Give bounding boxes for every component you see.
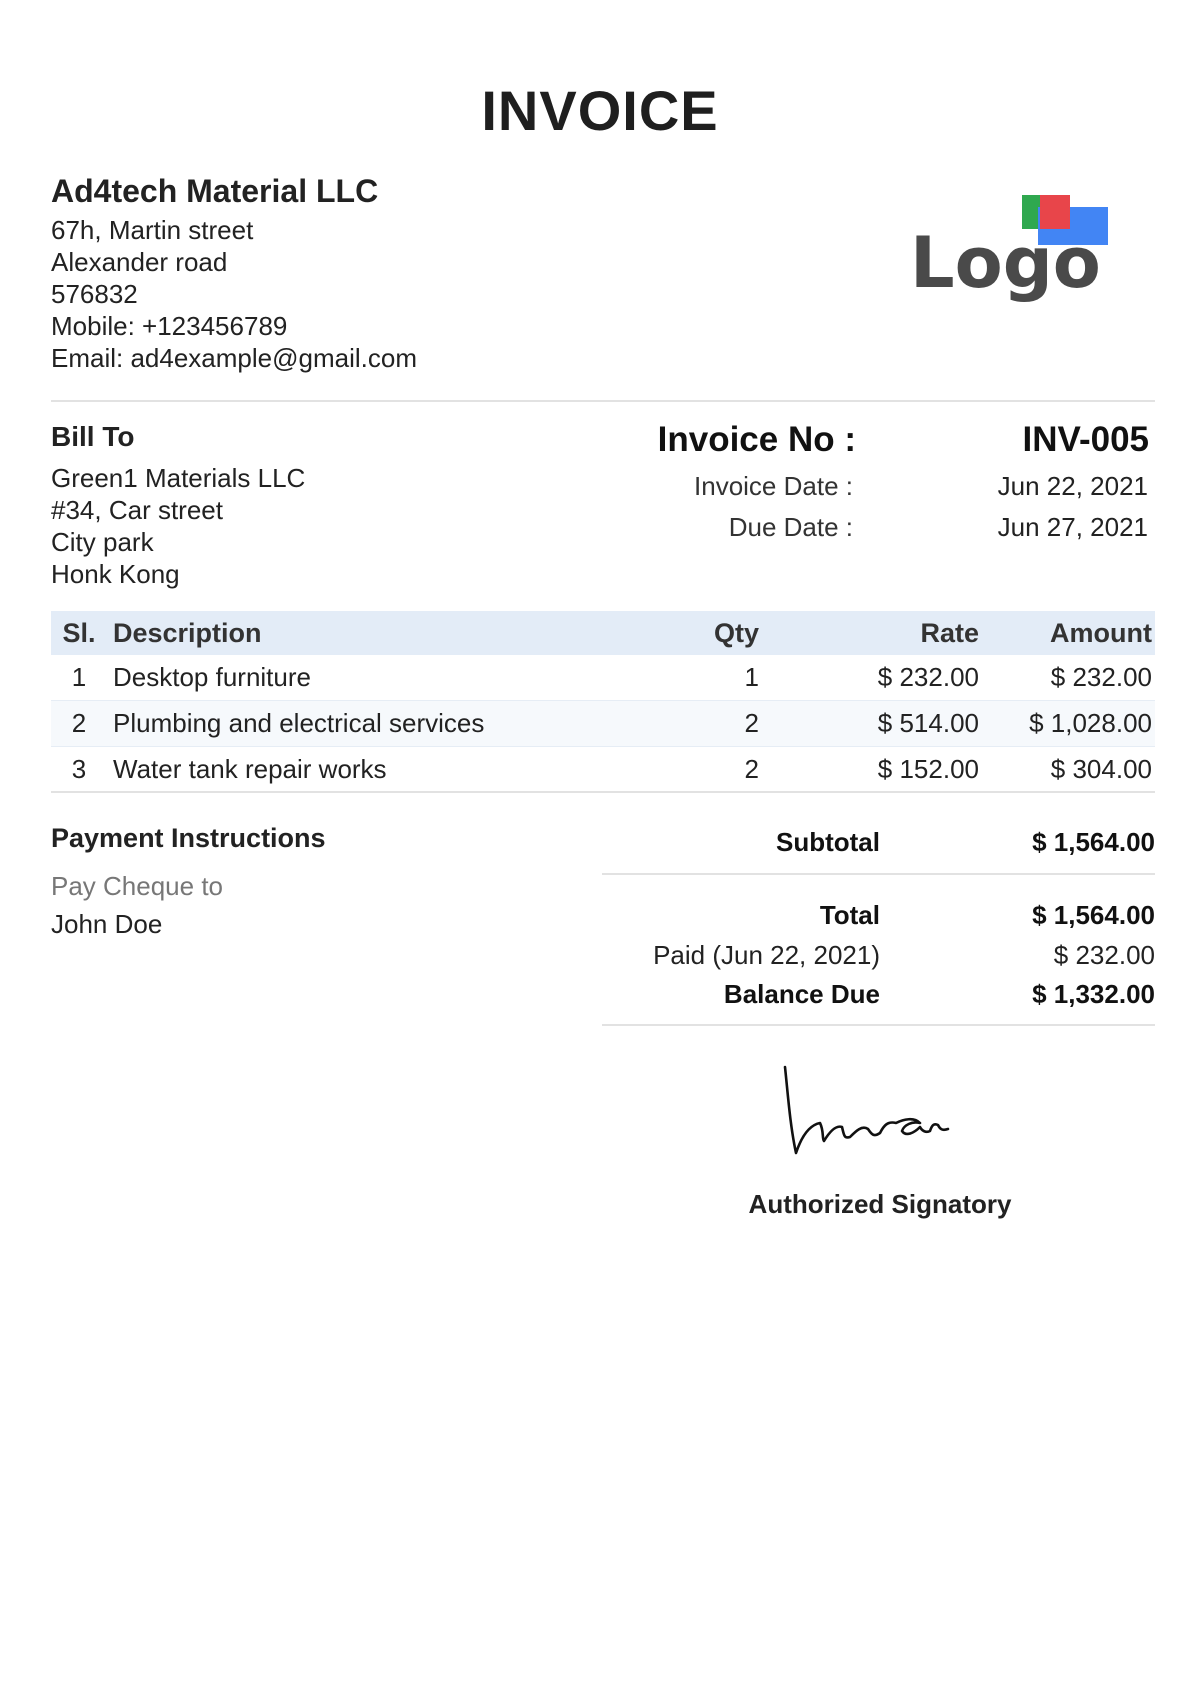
header-sl: Sl. [62,617,96,648]
bill-to-heading: Bill To [51,421,135,452]
company-email: Email: ad4example@gmail.com [51,343,417,373]
header-description: Description [113,617,262,648]
cell-description: Plumbing and electrical services [113,708,485,738]
subtotal-label: Subtotal [776,827,880,857]
cell-sl: 2 [71,708,87,738]
items-table [51,611,1155,792]
header-divider [51,400,1155,402]
total-value: $ 1,564.00 [1032,900,1155,930]
signature-image [780,1065,1010,1165]
cell-description: Water tank repair works [113,754,387,784]
company-mobile: Mobile: +123456789 [51,311,288,341]
cell-qty: 1 [744,662,759,692]
cell-amount: $ 232.00 [1050,662,1152,692]
table-row [51,655,1155,700]
company-address-line-2: Alexander road [51,247,228,277]
bill-to-line-3: City park [51,527,154,557]
due-date-value: Jun 27, 2021 [997,512,1148,542]
company-name: Ad4tech Material LLC [51,173,379,209]
payment-instructions-heading: Payment Instructions [51,823,326,853]
bill-to-line-1: Green1 Materials LLC [51,463,306,493]
company-address-line-3: 576832 [51,279,138,309]
invoice-date-label: Invoice Date : [694,471,853,501]
logo-text: Logo [910,222,1101,304]
cell-rate: $ 514.00 [877,708,979,738]
total-label: Total [819,900,880,930]
paid-label: Paid (Jun 22, 2021) [653,940,880,970]
cell-qty: 2 [744,708,759,738]
cell-rate: $ 152.00 [877,754,979,784]
company-address-line-1: 67h, Martin street [51,215,254,245]
table-row [51,700,1155,747]
signature-stroke [785,1067,948,1153]
summary-divider [602,1024,1155,1026]
subtotal-value: $ 1,564.00 [1032,827,1155,857]
cell-amount: $ 304.00 [1050,754,1152,784]
cell-amount: $ 1,028.00 [1029,708,1152,738]
due-date-label: Due Date : [728,512,853,542]
cell-qty: 2 [744,754,759,784]
bill-to-line-4: Honk Kong [51,559,180,589]
paid-value: $ 232.00 [1053,940,1155,970]
subtotal-divider [602,873,1155,875]
payee-name: John Doe [51,909,163,939]
invoice-number-value: INV-005 [1022,420,1149,459]
cell-rate: $ 232.00 [877,662,979,692]
header-rate: Rate [920,617,979,648]
cell-description: Desktop furniture [113,662,311,692]
cell-sl: 1 [71,662,87,692]
balance-due-value: $ 1,332.00 [1032,979,1155,1009]
cell-sl: 3 [71,754,87,784]
company-logo [910,195,1110,310]
table-divider [51,791,1155,793]
invoice-date-value: Jun 22, 2021 [997,471,1148,501]
header-amount: Amount [1050,617,1152,648]
balance-due-label: Balance Due [723,979,880,1009]
invoice-number-label: Invoice No : [657,420,856,459]
bill-to-line-2: #34, Car street [51,495,223,525]
table-row [51,747,1155,792]
payment-subheading: Pay Cheque to [51,871,224,901]
invoice-title: INVOICE [481,79,719,142]
authorized-signatory-label: Authorized Signatory [748,1189,1012,1219]
header-qty: Qty [713,617,759,648]
table-header-row [51,611,1155,655]
